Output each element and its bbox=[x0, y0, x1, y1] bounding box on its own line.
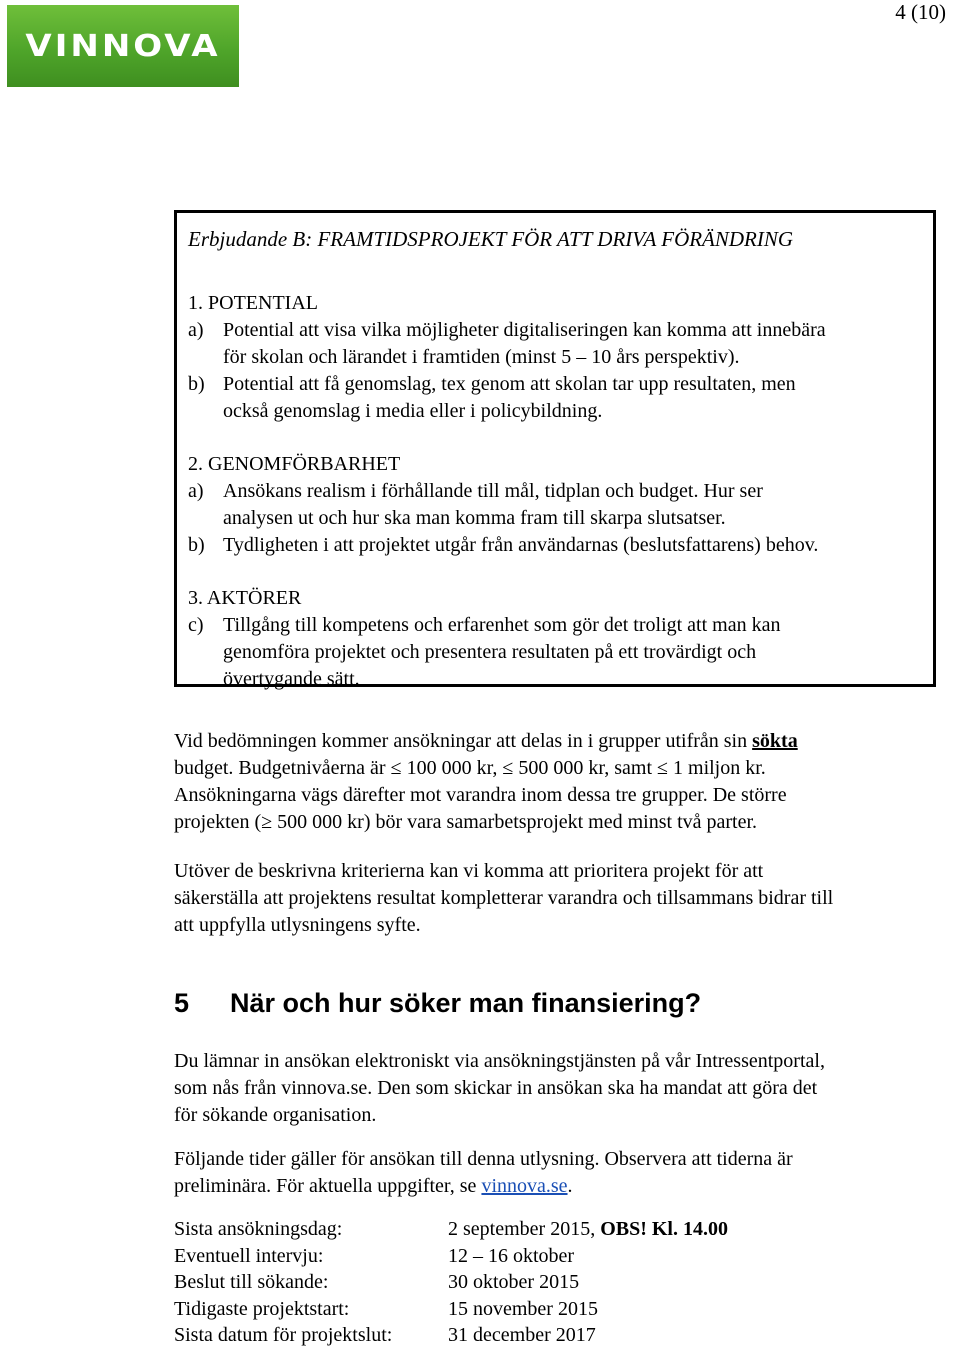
list-item-text: också genomslag i media eller i policybildning. bbox=[223, 400, 603, 422]
assessment-paragraph-line: Ansökningarna vägs därefter mot varandra inom dessa tre grupper. De större bbox=[174, 784, 787, 806]
section-title: När och hur söker man finansiering? bbox=[230, 988, 702, 1018]
date-label: Beslut till sökande: bbox=[174, 1271, 329, 1293]
vinnova-logo bbox=[7, 5, 239, 87]
text-span: 2 september 2015, bbox=[448, 1218, 601, 1240]
timeline-paragraph-line: Följande tider gäller för ansökan till denna utlysning. Observera att tiderna är bbox=[174, 1148, 793, 1170]
section-number: 5 bbox=[174, 988, 190, 1018]
deadline-note: OBS! Kl. 14.00 bbox=[600, 1218, 728, 1240]
text-span: Vid bedömningen kommer ansökningar att delas in i grupper utifrån sin bbox=[174, 730, 753, 752]
list-item-text: Tydligheten i att projektet utgår från användarnas (beslutsfattarens) behov. bbox=[223, 534, 819, 556]
logo-text: VINNOVA bbox=[25, 28, 221, 64]
list-item-text: Tillgång till kompetens och erfarenhet som gör det troligt att man kan bbox=[223, 614, 781, 636]
list-marker: a) bbox=[188, 480, 204, 502]
list-marker: c) bbox=[188, 614, 204, 636]
text-span: . bbox=[567, 1175, 573, 1197]
assessment-paragraph-line: budget. Budgetnivåerna är ≤ 100 000 kr, ≤ 500 000 kr, samt ≤ 1 miljon kr. bbox=[174, 757, 766, 779]
section-5-heading bbox=[174, 988, 701, 1019]
date-label: Sista ansökningsdag: bbox=[174, 1218, 343, 1240]
assessment-paragraph-line bbox=[174, 728, 798, 755]
date-value: 31 december 2017 bbox=[448, 1324, 596, 1346]
list-marker: b) bbox=[188, 373, 205, 395]
list-item-text: Ansökans realism i förhållande till mål, tidplan och budget. Hur ser bbox=[223, 480, 763, 502]
assessment-paragraph-line: projekten (≥ 500 000 kr) bör vara samarbetsprojekt med minst två parter. bbox=[174, 811, 758, 833]
section-1-title: 1. POTENTIAL bbox=[188, 292, 318, 314]
application-paragraph-line: som nås från vinnova.se. Den som skickar in ansökan ska ha mandat att göra det bbox=[174, 1077, 818, 1099]
priority-paragraph-line: säkerställa att projektens resultat kompletterar varandra och tillsammans bidrar till bbox=[174, 887, 834, 909]
date-label: Eventuell intervju: bbox=[174, 1245, 324, 1267]
list-item-text: Potential att visa vilka möjligheter digitaliseringen kan komma att innebära bbox=[223, 319, 826, 341]
list-item-text: genomföra projektet och presentera resultaten på ett trovärdigt och bbox=[223, 641, 757, 663]
vinnova-link[interactable]: vinnova.se bbox=[481, 1175, 568, 1197]
date-value: 12 – 16 oktober bbox=[448, 1245, 575, 1267]
box-heading: Erbjudande B: FRAMTIDSPROJEKT FÖR ATT DRIVA FÖRÄNDRING bbox=[188, 227, 794, 251]
criteria-box bbox=[174, 210, 936, 690]
text-span: preliminära. För aktuella uppgifter, se bbox=[174, 1175, 482, 1197]
priority-paragraph-line: Utöver de beskrivna kriterierna kan vi komma att prioritera projekt för att bbox=[174, 860, 764, 882]
list-item-text: övertygande sätt. bbox=[223, 668, 360, 690]
date-label: Tidigaste projektstart: bbox=[174, 1298, 350, 1320]
date-value bbox=[448, 1216, 728, 1243]
emphasized-word: sökta bbox=[752, 730, 798, 752]
list-item-text: analysen ut och hur ska man komma fram till skarpa slutsatser. bbox=[223, 507, 726, 529]
application-paragraph-line: för sökande organisation. bbox=[174, 1104, 377, 1126]
list-item-text: för skolan och lärandet i framtiden (minst 5 – 10 års perspektiv). bbox=[223, 346, 740, 368]
application-paragraph-line: Du lämnar in ansökan elektroniskt via ansökningstjänsten på vår Intressentportal, bbox=[174, 1050, 825, 1072]
section-2-title: 2. GENOMFÖRBARHET bbox=[188, 453, 401, 475]
section-3-title: 3. AKTÖRER bbox=[188, 587, 302, 609]
page-number: 4 (10) bbox=[895, 0, 946, 24]
list-marker: b) bbox=[188, 534, 205, 556]
list-marker: a) bbox=[188, 319, 204, 341]
date-label: Sista datum för projektslut: bbox=[174, 1324, 393, 1346]
timeline-paragraph-line bbox=[174, 1173, 573, 1200]
date-value: 30 oktober 2015 bbox=[448, 1271, 580, 1293]
priority-paragraph-line: att uppfylla utlysningens syfte. bbox=[174, 914, 421, 936]
list-item-text: Potential att få genomslag, tex genom att skolan tar upp resultaten, men bbox=[223, 373, 796, 395]
date-value: 15 november 2015 bbox=[448, 1298, 598, 1320]
